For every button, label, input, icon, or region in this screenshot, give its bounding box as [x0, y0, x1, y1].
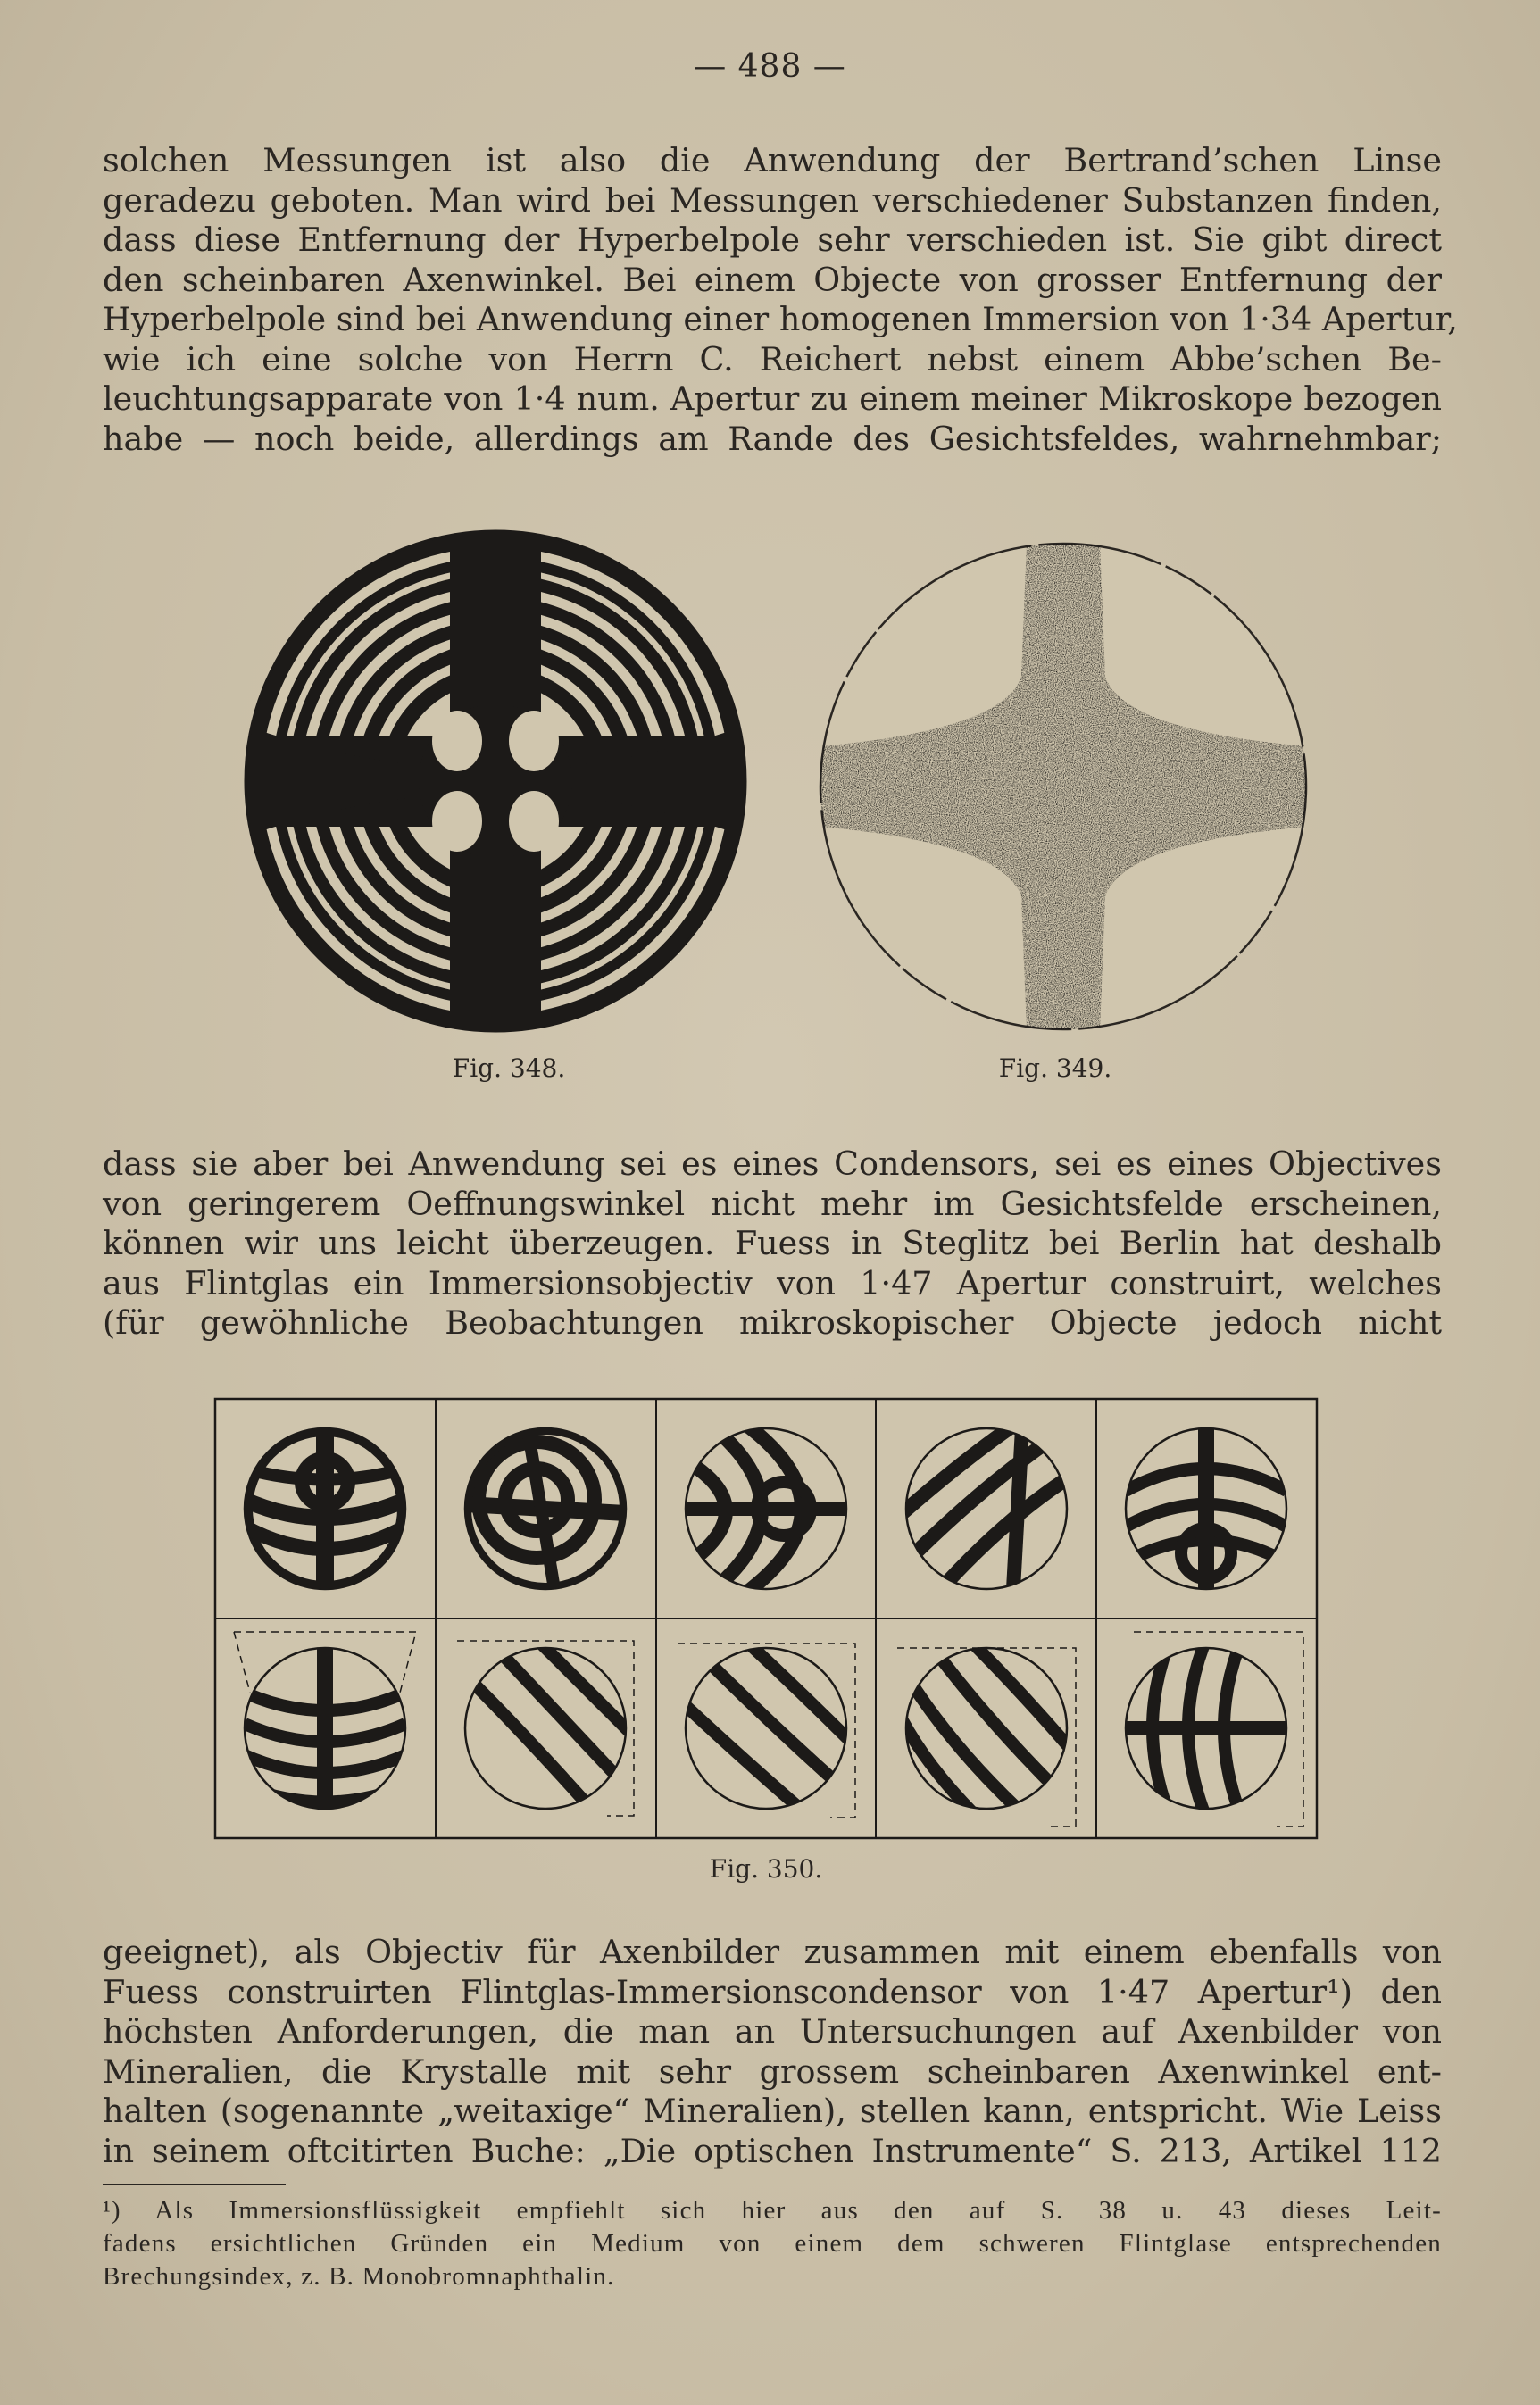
text-line: habe — noch beide, allerdings am Rande des Gesichtsfeldes, wahrnehmbar; — [103, 419, 1442, 458]
paragraph-1 — [103, 141, 1458, 459]
paragraph-2 — [103, 1144, 1442, 1344]
text-line: wie ich eine solche von Herrn C. Reichert nebst einem Abbe’schen Be- — [103, 339, 1442, 379]
text-line: aus Flintglas ein Immersionsobjectiv von 1·47 Apertur construirt, welches — [103, 1263, 1442, 1302]
figure-350-caption: Fig. 350. — [709, 1854, 823, 1884]
paragraph-3 — [103, 1933, 1442, 2171]
text-line: (für gewöhnliche Beobachtungen mikroskopischer Objecte jedoch nicht — [103, 1303, 1442, 1342]
text-line: dass sie aber bei Anwendung sei es eines Condensors, sei es eines Objectives — [103, 1144, 1442, 1183]
figure-350 — [214, 1398, 1318, 1839]
page-number: — 488 — — [694, 48, 846, 85]
text-line: halten (sogenannte „weitaxige“ Mineralien), stellen kann, entspricht. Wie Leiss — [103, 2092, 1442, 2130]
footnote-divider — [103, 2184, 286, 2185]
text-line: dass diese Entfernung der Hyperbelpole sehr verschieden ist. Sie gibt direct — [103, 221, 1442, 259]
text-line: Fuess construirten Flintglas-Immersionscondensor von 1·47 Apertur¹) den — [103, 1972, 1442, 2011]
footnote-line: Brechungsindex, z. B. Monobromnaphthalin. — [103, 2262, 615, 2291]
figure-348-caption: Fig. 348. — [452, 1053, 566, 1083]
text-line: geradezu geboten. Man wird bei Messungen verschiedener Substanzen finden, — [103, 180, 1442, 220]
text-line: leuchtungsapparate von 1·4 num. Apertur zu einem meiner Mikroskope bezogen — [103, 379, 1442, 418]
text-line: in seinem oftcitirten Buche: „Die optischen Instrumente“ S. 213, Artikel 112 — [103, 2131, 1442, 2170]
text-line: solchen Messungen ist also die Anwendung der Bertrand’schen Linse — [103, 141, 1442, 179]
text-line: Mineralien, die Krystalle mit sehr grossem scheinbaren Axenwinkel ent- — [103, 2051, 1442, 2091]
footnote — [103, 2194, 1442, 2293]
figure-349-caption: Fig. 349. — [998, 1053, 1112, 1083]
text-line: können wir uns leicht überzeugen. Fuess in Steglitz bei Berlin hat deshalb — [103, 1224, 1442, 1262]
text-line: den scheinbaren Axenwinkel. Bei einem Objecte von grosser Entfernung der — [103, 260, 1442, 299]
figure-348 — [243, 528, 748, 1034]
footnote-line: fadens ersichtlichen Gründen ein Medium von einem dem schweren Flintglase entsprechenden — [103, 2229, 1442, 2258]
footnote-line: ¹) Als Immersionsflüssigkeit empfiehlt sich hier aus den auf S. 38 u. 43 dieses Leit- — [103, 2196, 1442, 2225]
text-line: geeignet), als Objectiv für Axenbilder zusammen mit einem ebenfalls von — [103, 1933, 1442, 1971]
text-line: höchsten Anforderungen, die man an Untersuchungen auf Axenbilder von — [103, 2012, 1442, 2051]
text-line: Hyperbelpole sind bei Anwendung einer homogenen Immersion von 1·34 Apertur, — [103, 300, 1458, 338]
text-line: von geringerem Oeffnungswinkel nicht mehr im Gesichtsfelde erscheinen, — [103, 1184, 1442, 1223]
figure-349 — [820, 543, 1307, 1030]
